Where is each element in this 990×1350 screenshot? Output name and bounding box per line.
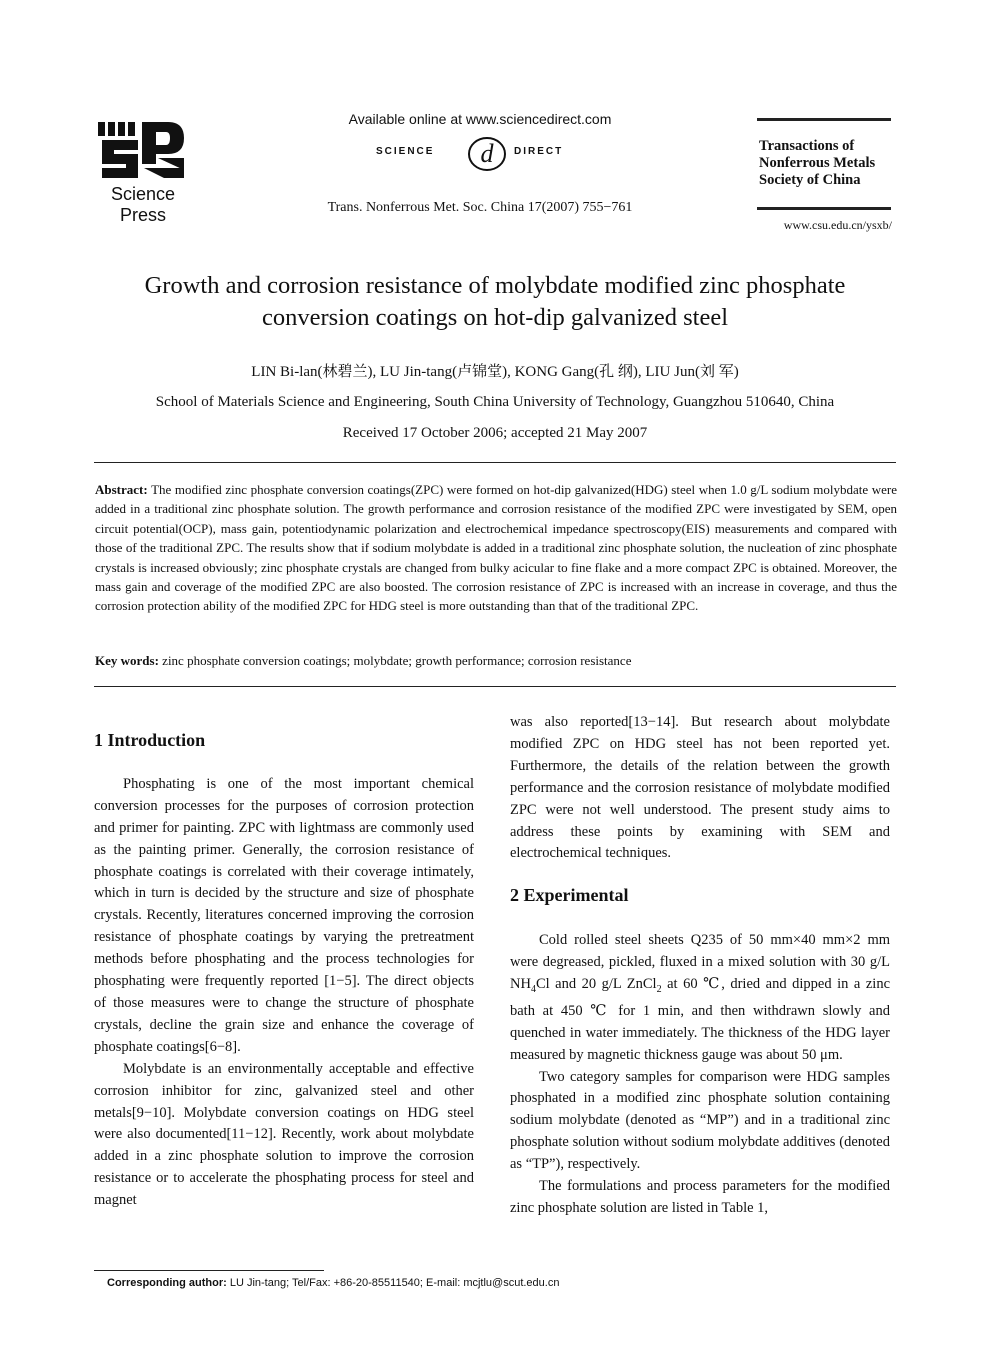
right-column	[510, 712, 890, 1220]
intro-paragraph-1: Phosphating is one of the most important chemical conversion processes for the purposes of corrosion protection and primer for painting. ZPC with lightmass are commonly used as the painting primer. Generally, the corrosion resistance of phosphate coatings is correlated with their coverage intimately, which in turn is decided by the structure and size of phosphate crystals. Recently, literatures concerned improving the corrosion resistance of phosphate coatings by varying the pretreatment methods before phosphating and the process technologies for phosphating were frequently reported [1−5]. The direct objects of those measures were to change the structure of phosphate crystals, decline the grain size and enhance the coverage of phosphate coatings[6−8].	[94, 775, 474, 1055]
keywords-text: zinc phosphate conversion coatings; molybdate; growth performance; corrosion resistance	[162, 653, 632, 668]
left-column	[94, 730, 474, 1212]
experimental-paragraph-2: Two category samples for comparison were HDG samples phosphated in a modified zinc phosphate solution containing sodium molybdate (denoted as “MP”) and in a traditional zinc phosphate solution without sodium molybdate additives (denoted as “TP”), respectively.	[510, 1068, 890, 1173]
corresponding-author-footnote	[107, 1277, 559, 1289]
keywords	[95, 653, 897, 669]
header-rule-top	[757, 118, 891, 121]
journal-citation: Trans. Nonferrous Met. Soc. China 17(2007) 755−761	[327, 200, 633, 215]
intro-continuation: was also reported[13−14]. But research about molybdate modified ZPC on HDG steel has not been reported yet. Furthermore, the details of the relation between the growth performance and the corrosion resistance of molybdate modified ZPC were not well understood. The present study aims to address these points by examining with SEM and electrochemical techniques.	[510, 714, 890, 862]
abstract-text: The modified zinc phosphate conversion coatings(ZPC) were formed on hot-dip galvanized(HDG) steel when 1.0 g/L sodium molybdate were added in a traditional zinc phosphate solution. The growth performance and corrosion resistance of the modified ZPC were investigated by SEM, open circuit potential(OCP), mass gain, potentiodynamic polarization and electrochemical impedance spectroscopy(EIS) measurements and compared with those of the traditional ZPC. The results show that if sodium molybdate is added in a traditional zinc phosphate solution, the nucleation of zinc phosphate crystals is increased obviously; zinc phosphate crystals are changed from bulky acicular to fine flake and a more compact ZPC is obtained. Moreover, the mass gain and coverage of the modified ZPC are also boosted. The corrosion resistance of ZPC is increased with an increase in coverage, and thus the corrosion protection ability of the modified ZPC for HDG steel is more outstanding than that of the traditional ZPC.	[95, 482, 898, 614]
footnote-label: Corresponding author:	[107, 1277, 227, 1289]
journal-line-3: Society of China	[759, 172, 861, 188]
received-dates: Received 17 October 2006; accepted 21 May 2007	[342, 425, 648, 441]
abstract-label: Abstract:	[95, 482, 148, 497]
title-line-2: conversion coatings on hot-dip galvanized steel	[261, 304, 729, 331]
experimental-paragraph-1	[510, 930, 890, 1066]
journal-url[interactable]: www.csu.edu.cn/ysxb/	[783, 218, 892, 232]
footnote-text: LU Jin-tang; Tel/Fax: +86-20-85511540; E-mail: mcjtlu@scut.edu.cn	[229, 1277, 560, 1289]
keywords-label: Key words:	[95, 653, 159, 668]
intro-paragraph-2: Molybdate is an environmentally acceptable and effective corrosion inhibitor for zinc, galvanized steel and other metals[9−10]. Molybdate conversion coatings on HDG steel were also documented[11−12]. Recently, work about molybdate added in a zinc phosphate solution to improve the corrosion resistance or to accelerate the phosphating process for steel and magnet	[94, 1060, 474, 1209]
divider-bottom	[94, 686, 896, 687]
divider-top	[94, 462, 896, 463]
sciencedirect-d-icon	[466, 134, 508, 174]
exp-p1-part-b: Cl and 20 g/L ZnCl	[535, 976, 657, 993]
journal-line-1: Transactions of	[759, 138, 855, 154]
section-1-heading: 1 Introduction	[94, 730, 206, 750]
subscript-2: 2	[656, 983, 662, 995]
authors: LIN Bi-lan(林碧兰), LU Jin-tang(卢锦堂), KONG Gang(孔 纲), LIU Jun(刘 军)	[251, 364, 739, 380]
sciencedirect-left: SCIENCE	[376, 146, 435, 157]
affiliation: School of Materials Science and Engineering, South China University of Technology, Guangzhou 510640, China	[155, 394, 835, 410]
header-rule-bottom	[757, 207, 891, 210]
publisher-name: Science Press	[110, 184, 176, 225]
available-online: Available online at www.sciencedirect.com	[348, 111, 612, 127]
article-title	[60, 270, 930, 334]
svg-text:d: d	[480, 139, 494, 168]
title-line-1: Growth and corrosion resistance of molybdate modified zinc phosphate	[144, 272, 846, 299]
journal-line-2: Nonferrous Metals	[759, 155, 876, 171]
section-2-heading: 2 Experimental	[510, 885, 629, 906]
journal-name	[759, 138, 875, 189]
exp-p1-part-a: Cold rolled steel sheets Q235 of 50 mm×40 mm×2 mm were degreased, pickled, fluxed in a mixed solution with 30 g/L NH	[510, 932, 890, 993]
subscript-4: 4	[530, 983, 536, 995]
footnote-rule	[94, 1270, 324, 1271]
sciencedirect-right: DIRECT	[514, 146, 564, 157]
experimental-paragraph-3: The formulations and process parameters for the modified zinc phosphate solution are listed in Table 1,	[510, 1178, 890, 1217]
sciencedirect-logo	[376, 134, 598, 174]
exp-p1-part-c: at 60 ℃, dried and dipped in a zinc bath at 450 ℃ for 1 min, and then withdrawn slowly and quenched in water immediately. The thickness of the HDG layer measured by magnetic thickness gauge was about 50 μm.	[510, 976, 890, 1063]
abstract	[95, 480, 897, 616]
